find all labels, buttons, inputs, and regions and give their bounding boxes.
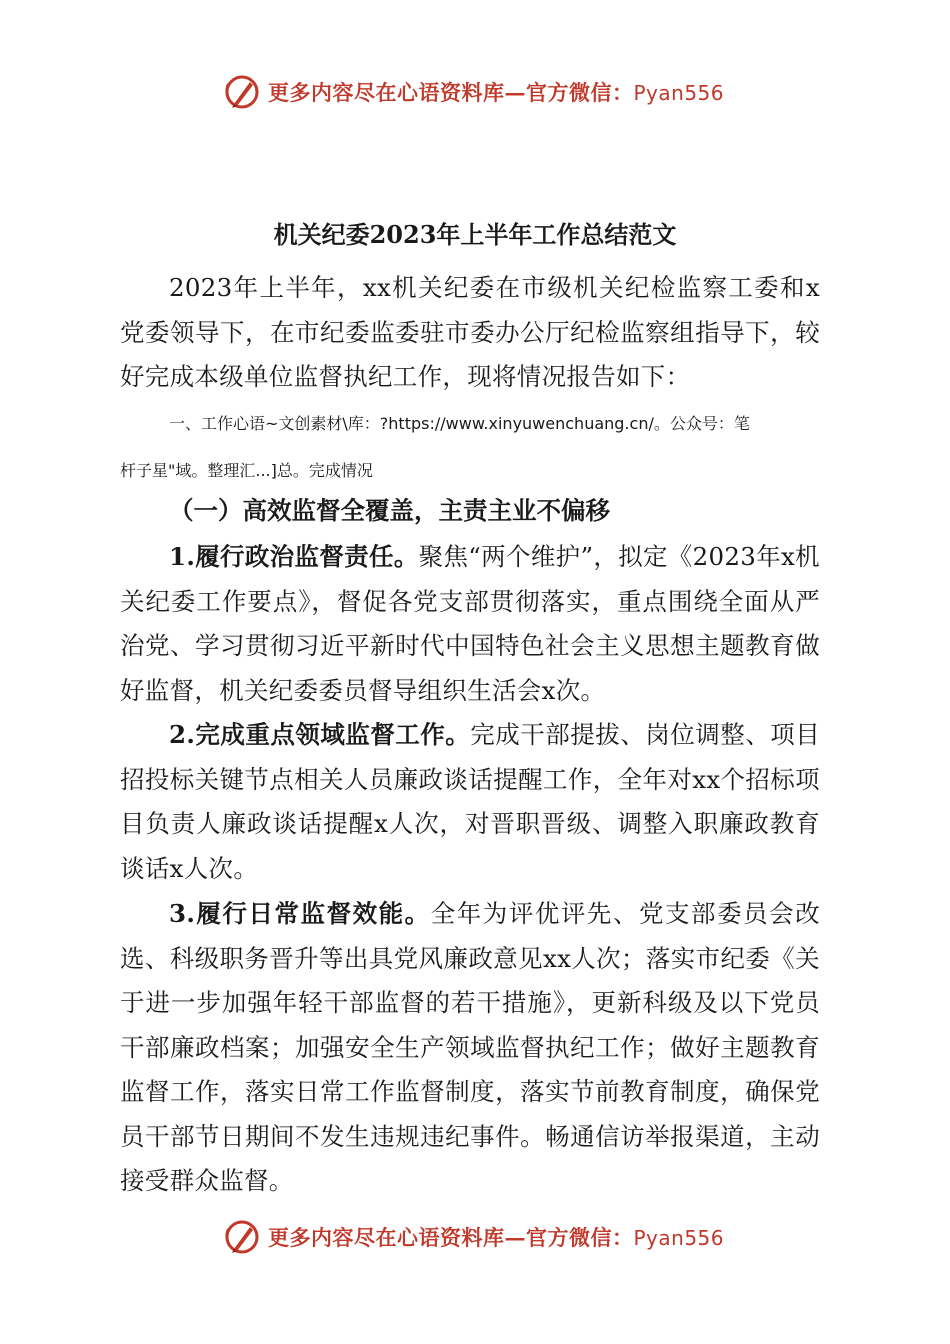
pen-circle-logo-icon [222, 72, 262, 112]
item-paragraph-2 [120, 713, 820, 891]
banner-text [268, 1222, 724, 1252]
item-body-3: 全年为评优评先、党支部委员会改选、科级职务晋升等出具党风廉政意见xx人次；落实市纪委《关于进一步加强年轻干部监督的若干措施》，更新科级及以下党员干部廉政档案；加强安全生产领域监督执纪工作；做好主题教育监督工作，落实日常工作监督制度，落实节前教育制度，确保党员干部节日期间不发生违规违纪事件。畅通信访举报渠道，主动接受群众监督。 [120, 899, 820, 1195]
wechat-id: Pyan556 [633, 81, 725, 105]
section-one-heading-line2: 杆子星"域。整理汇...]总。完成情况 [120, 461, 373, 480]
item-lead-3: 3.履行日常监督效能。 [169, 899, 431, 928]
item-paragraph-3 [120, 892, 820, 1204]
wechat-id: Pyan556 [633, 1226, 725, 1250]
intro-paragraph: 2023年上半年，xx机关纪委在市级机关纪检监察工委和x党委领导下，在市纪委监委驻市委办公厅纪检监察组指导下，较好完成本级单位监督执纪工作，现将情况报告如下： [120, 273, 820, 391]
document-title: 机关纪委2023年上半年工作总结范文 [273, 220, 677, 249]
pen-circle-logo-icon [222, 1217, 262, 1257]
item-lead-2: 2.完成重点领域监督工作。 [169, 720, 471, 749]
watermark-banner-top [222, 70, 724, 114]
banner-label: 更多内容尽在心语资料库—官方微信： [268, 1225, 634, 1250]
banner-text [268, 77, 724, 107]
item-body-1: 聚焦“两个维护”，拟定《2023年x机关纪委工作要点》，督促各党支部贯彻落实，重点围绕全面从严治党、学习贯彻习近平新时代中国特色社会主义思想主题教育做好监督，机关纪委委员督导组织生活会x次。 [120, 542, 820, 705]
banner-label: 更多内容尽在心语资料库—官方微信： [268, 80, 634, 105]
subsection-heading: （一）高效监督全覆盖，主责主业不偏移 [169, 496, 610, 525]
item-lead-1: 1.履行政治监督责任。 [169, 542, 419, 571]
item-paragraph-1 [120, 535, 820, 713]
watermark-banner-bottom [222, 1215, 724, 1259]
item-body-2: 完成干部提拔、岗位调整、项目招投标关键节点相关人员廉政谈话提醒工作，全年对xx个招标项目负责人廉政谈话提醒x人次，对晋职晋级、调整入职廉政教育谈话x人次。 [120, 720, 820, 883]
section-one-heading-line1: 一、工作心语~文创素材\库：?https://www.xinyuwenchuang.cn/。公众号：笔 [169, 414, 750, 433]
